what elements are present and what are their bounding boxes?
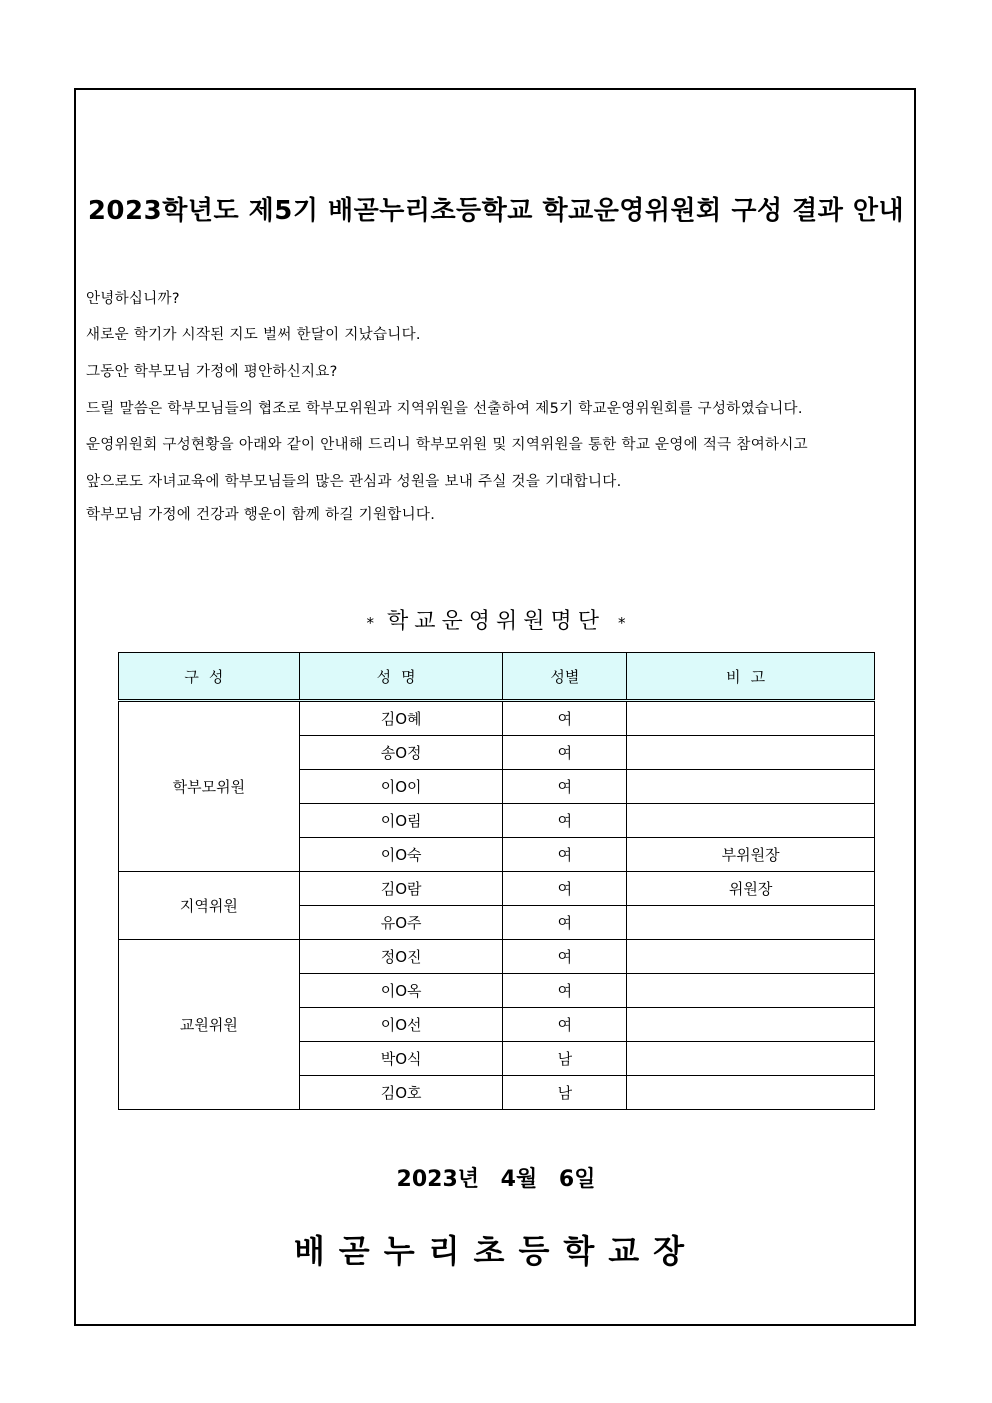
note-cell xyxy=(627,974,875,1008)
name-cell: 정O진 xyxy=(299,940,503,974)
star-icon: * xyxy=(618,614,626,632)
greeting-line: 안녕하십니까? xyxy=(86,291,180,307)
name-cell: 이O이 xyxy=(299,770,503,804)
header-gender: 성별 xyxy=(503,653,627,701)
gender-cell: 여 xyxy=(503,940,627,974)
body-line: 운영위원회 구성현황을 아래와 같이 안내해 드리니 학부모위원 및 지역위원을 통한 학교 운영에 적극 참여하시고 xyxy=(86,437,808,453)
gender-cell: 남 xyxy=(503,1076,627,1110)
header-name: 성명 xyxy=(299,653,503,701)
group-cell: 교원위원 xyxy=(119,940,300,1110)
gender-cell: 여 xyxy=(503,974,627,1008)
note-cell xyxy=(627,770,875,804)
body-line: 앞으로도 자녀교육에 학부모님들의 많은 관심과 성원을 보내 주실 것을 기대합니다. xyxy=(86,474,622,490)
note-cell xyxy=(627,940,875,974)
gender-cell: 여 xyxy=(503,838,627,872)
gender-cell: 여 xyxy=(503,872,627,906)
table-row xyxy=(119,701,875,736)
name-cell: 이O옥 xyxy=(299,974,503,1008)
header-note: 비고 xyxy=(627,653,875,701)
note-cell xyxy=(627,804,875,838)
table-row xyxy=(119,940,875,974)
member-table xyxy=(118,652,875,1110)
issue-date: 2023년 4월 6일 xyxy=(396,1167,596,1192)
header-group: 구성 xyxy=(119,653,300,701)
note-cell xyxy=(627,1008,875,1042)
name-cell: 이O선 xyxy=(299,1008,503,1042)
closing-line: 학부모님 가정에 건강과 행운이 함께 하길 기원합니다. xyxy=(86,507,436,523)
name-cell: 송O정 xyxy=(299,736,503,770)
note-cell: 위원장 xyxy=(627,872,875,906)
body-line: 드릴 말씀은 학부모님들의 협조로 학부모위원과 지역위원을 선출하여 제5기 학교운영위원회를 구성하였습니다. xyxy=(86,401,803,417)
gender-cell: 여 xyxy=(503,770,627,804)
body-line: 새로운 학기가 시작된 지도 벌써 한달이 지났습니다. xyxy=(86,327,421,343)
gender-cell: 여 xyxy=(503,701,627,736)
document-title: 2023학년도 제5기 배곧누리초등학교 학교운영위원회 구성 결과 안내 xyxy=(87,196,905,226)
note-cell xyxy=(627,736,875,770)
signer-title: 배곧누리초등학교장 xyxy=(293,1232,699,1270)
name-cell: 김O람 xyxy=(299,872,503,906)
name-cell: 김O호 xyxy=(299,1076,503,1110)
name-cell: 이O숙 xyxy=(299,838,503,872)
table-row xyxy=(119,872,875,906)
star-icon: * xyxy=(366,614,374,632)
member-list-title-text: 학교운영위원명단 xyxy=(386,609,606,634)
note-cell xyxy=(627,701,875,736)
note-cell xyxy=(627,1042,875,1076)
note-cell xyxy=(627,906,875,940)
gender-cell: 여 xyxy=(503,804,627,838)
name-cell: 김O혜 xyxy=(299,701,503,736)
gender-cell: 남 xyxy=(503,1042,627,1076)
body-line: 그동안 학부모님 가정에 평안하신지요? xyxy=(86,364,338,380)
note-cell: 부위원장 xyxy=(627,838,875,872)
group-cell: 지역위원 xyxy=(119,872,300,940)
gender-cell: 여 xyxy=(503,1008,627,1042)
note-cell xyxy=(627,1076,875,1110)
member-list-title xyxy=(0,604,992,635)
gender-cell: 여 xyxy=(503,906,627,940)
gender-cell: 여 xyxy=(503,736,627,770)
table-header-row xyxy=(119,653,875,701)
name-cell: 박O식 xyxy=(299,1042,503,1076)
name-cell: 이O림 xyxy=(299,804,503,838)
group-cell: 학부모위원 xyxy=(119,701,300,872)
name-cell: 유O주 xyxy=(299,906,503,940)
